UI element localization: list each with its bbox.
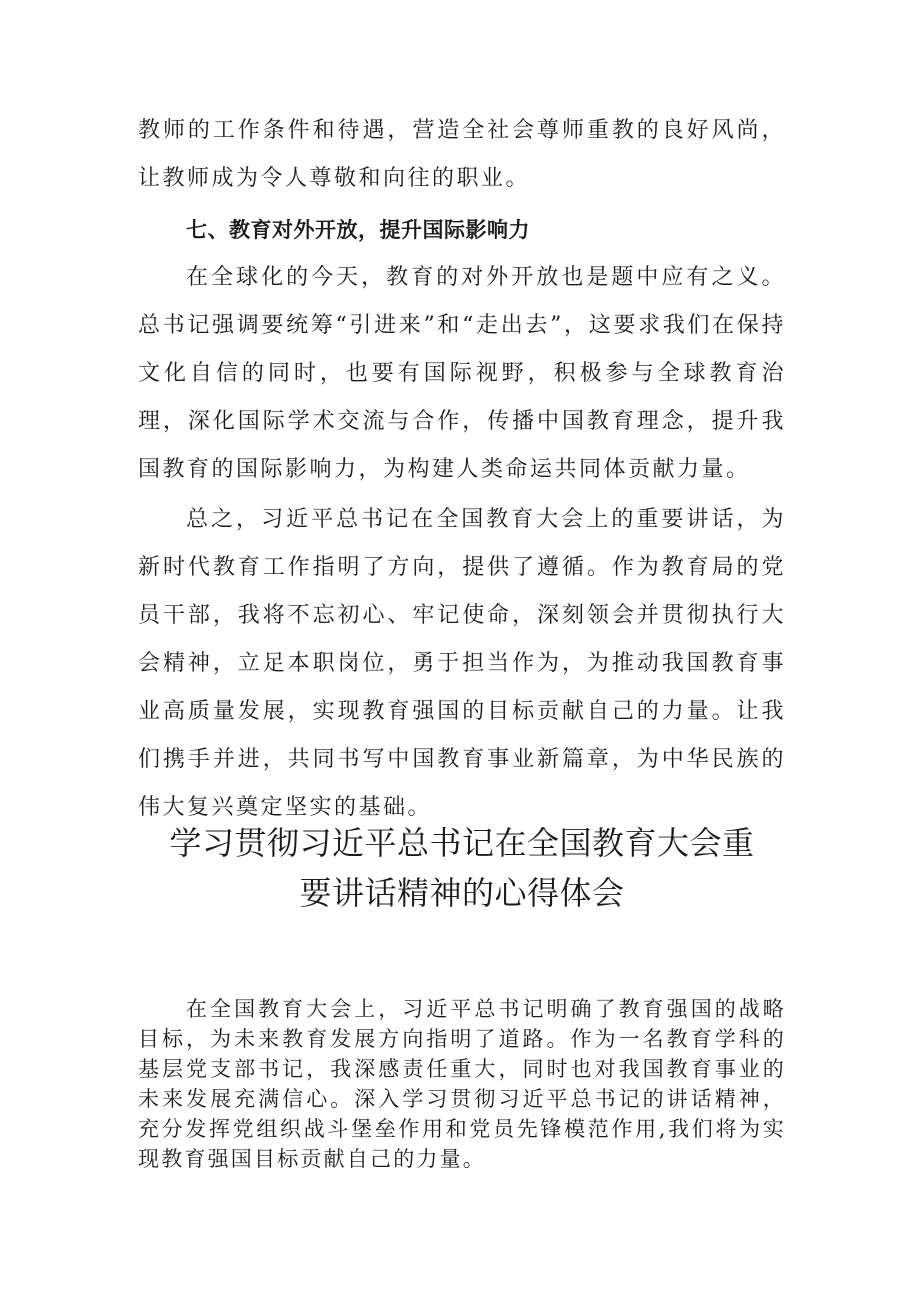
paragraph-opening-up: 在全球化的今天，教育的对外开放也是题中应有之义。总书记强调要统筹“引进来”和“走出去”，这要求我们在保持文化自信的同时，也要有国际视野，积极参与全球教育治理，深化国际学术交流与合作，传播中国教育理念，提升我国教育的国际影响力，为构建人类命运共同体贡献力量。 [138,265,786,482]
paragraph-teacher-conditions: 教师的工作条件和待遇，营造全社会尊师重教的良好风尚，让教师成为令人尊敬和向往的职业。 [138,118,786,191]
article-title-line2: 要讲话精神的心得体会 [299,874,625,912]
article-title [138,818,786,918]
paragraph-conclusion: 总之，习近平总书记在全国教育大会上的重要讲话，为新时代教育工作指明了方向，提供了遵循。作为教育局的党员干部，我将不忘初心、牢记使命，深刻领会并贯彻执行大会精神，立足本职岗位，勇于担当作为，为推动我国教育事业高质量发展，实现教育强国的目标贡献自己的力量。让我们携手并进，共同书写中国教育事业新篇章，为中华民族的伟大复兴奠定坚实的基础。 [138,507,786,820]
section-heading-opening-up: 七、教育对外开放，提升国际影响力 [186,218,530,242]
article-title-line1: 学习贯彻习近平总书记在全国教育大会重 [169,824,755,862]
paragraph-intro: 在全国教育大会上，习近平总书记明确了教育强国的战略目标，为未来教育发展方向指明了道路。作为一名教育学科的基层党支部书记，我深感责任重大，同时也对我国教育事业的未来发展充满信心。深入学习贯彻习近平总书记的讲话精神，充分发挥党组织战斗堡垒作用和党员先锋模范作用,我们将为实现教育强国目标贡献自己的力量。 [138,997,786,1171]
